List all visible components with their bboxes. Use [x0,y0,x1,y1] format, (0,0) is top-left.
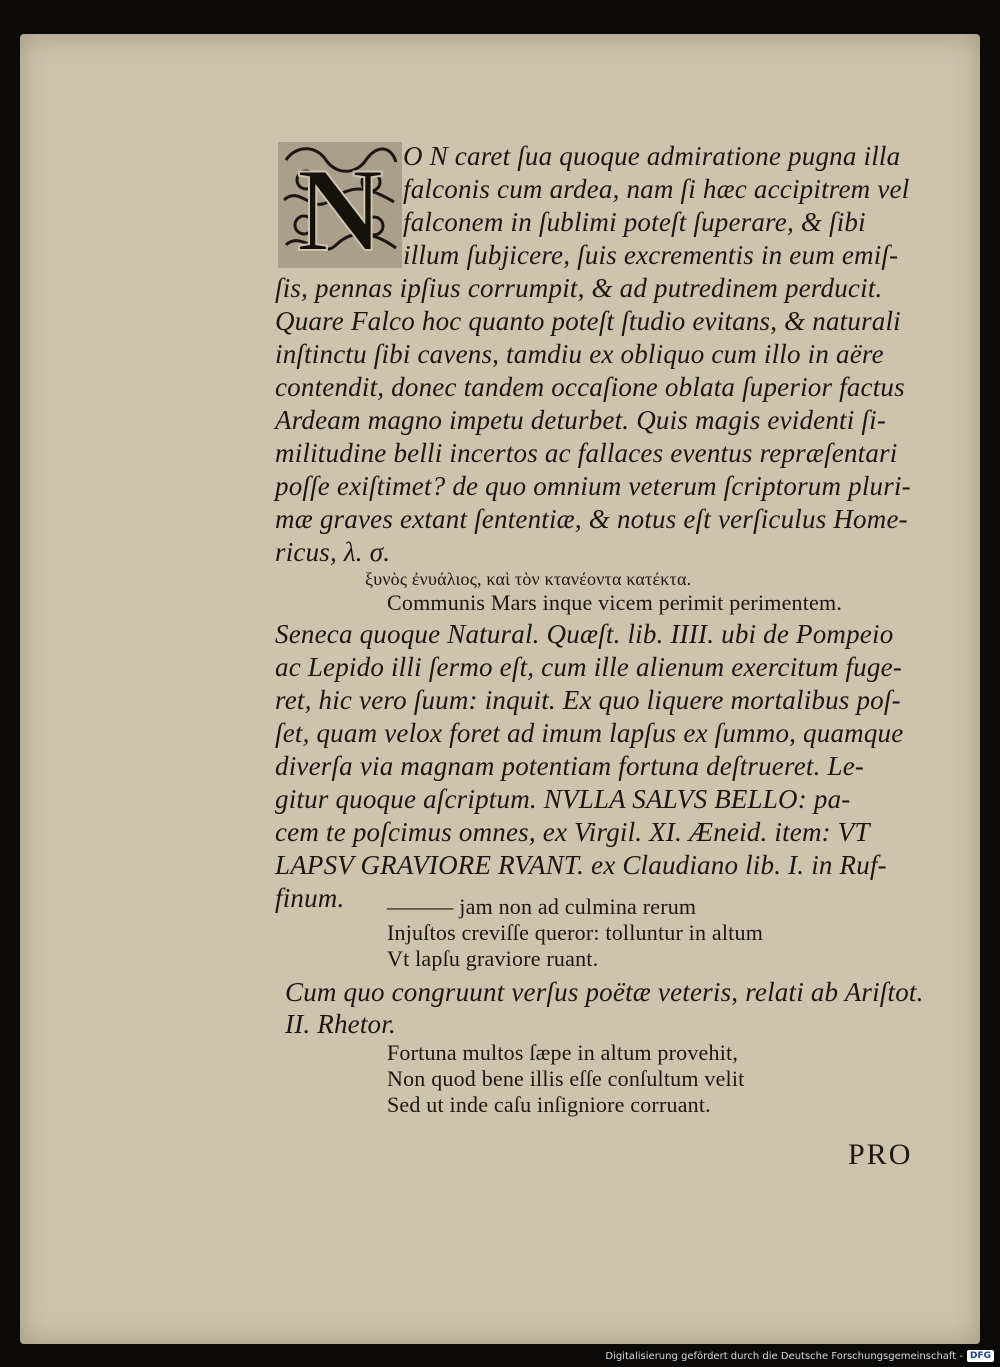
verse-line: Vt lapſu graviore ruant. [387,946,599,971]
decorated-initial [276,140,404,270]
text-line: falconis cum ardea, nam ſi hæc accipitrem vel [403,174,910,204]
text-line: Cum quo congruunt verſus poëtæ veteris, relati ab Ariſtot. [285,977,924,1007]
text-line: ricus, λ. σ. [275,537,391,567]
text-line: Quare Falco hoc quanto poteſt ſtudio evitans, & naturali [275,306,901,336]
text-line: poſſe exiſtimet? de quo omnium veterum ſcriptorum pluri- [275,471,911,501]
text-line: ſet, quam velox foret ad imum lapſus ex ſummo, quamque [275,718,904,748]
text-line: II. Rhetor. [285,1009,396,1039]
text-line: ſis, pennas ipſius corrumpit, & ad putredinem perducit. [275,273,883,303]
text-line: inſtinctu ſibi cavens, tamdiu ex obliquo cum illo in aëre [275,339,884,369]
text-line: finum. [275,883,345,913]
digitization-footer [605,1347,994,1365]
initial-letter: N [296,143,384,270]
text-line: diverſa via magnam potentiam fortuna deſtrueret. Le- [275,751,865,781]
text-line: Seneca quoque Natural. Quæſt. lib. IIII. ubi de Pompeio [275,619,894,649]
text-line: ac Lepido illi ſermo eſt, cum ille alienum exercitum fuge- [275,652,902,682]
verse-line: ——— jam non ad culmina rerum [387,894,697,919]
text-line: mæ graves extant ſententiæ, & notus eſt verſiculus Home- [275,504,908,534]
verse-line: Injuſtos creviſſe queror: tolluntur in altum [387,920,764,945]
text-line: gitur quoque aſcriptum. NVLLA SALVS BELLO: pa- [275,784,851,814]
footer-credit: Digitalisierung gefördert durch die Deutsche Forschungsgemeinschaft - [605,1350,963,1362]
text-line: LAPSV GRAVIORE RVANT. ex Claudiano lib. I. in Ruf- [275,850,887,880]
verse-line: Non quod bene illis eſſe conſultum velit [387,1066,745,1091]
text-line: militudine belli incertos ac fallaces eventus repræſentari [275,438,898,468]
catchword: PRO [848,1138,913,1171]
text-line: falconem in ſublimi poteſt ſuperare, & ſibi [403,207,866,237]
text-line: O N caret ſua quoque admiratione pugna illa [403,141,901,171]
text-line: ret, hic vero ſuum: inquit. Ex quo liquere mortalibus poſ- [275,685,901,715]
text-line: cem te poſcimus omnes, ex Virgil. XI. Æneid. item: VT [275,817,870,847]
text-line: contendit, donec tandem occaſione oblata ſuperior factus [275,372,905,402]
text-line: Ardeam magno impetu deturbet. Quis magis evidenti ſi- [275,405,887,435]
verse-line: Sed ut inde caſu inſigniore corruant. [387,1092,711,1117]
greek-verse: ξυνὸς ἐνυάλιος, καὶ τὸν κτανέοντα κατέκτα. [365,569,692,589]
text-line: illum ſubjicere, ſuis excrementis in eum emiſ- [403,240,899,270]
latin-verse: Communis Mars inque vicem perimit perimentem. [387,590,843,615]
verse-line: Fortuna multos ſæpe in altum provehit, [387,1040,739,1065]
dfg-logo-icon: DFG [967,1350,994,1362]
